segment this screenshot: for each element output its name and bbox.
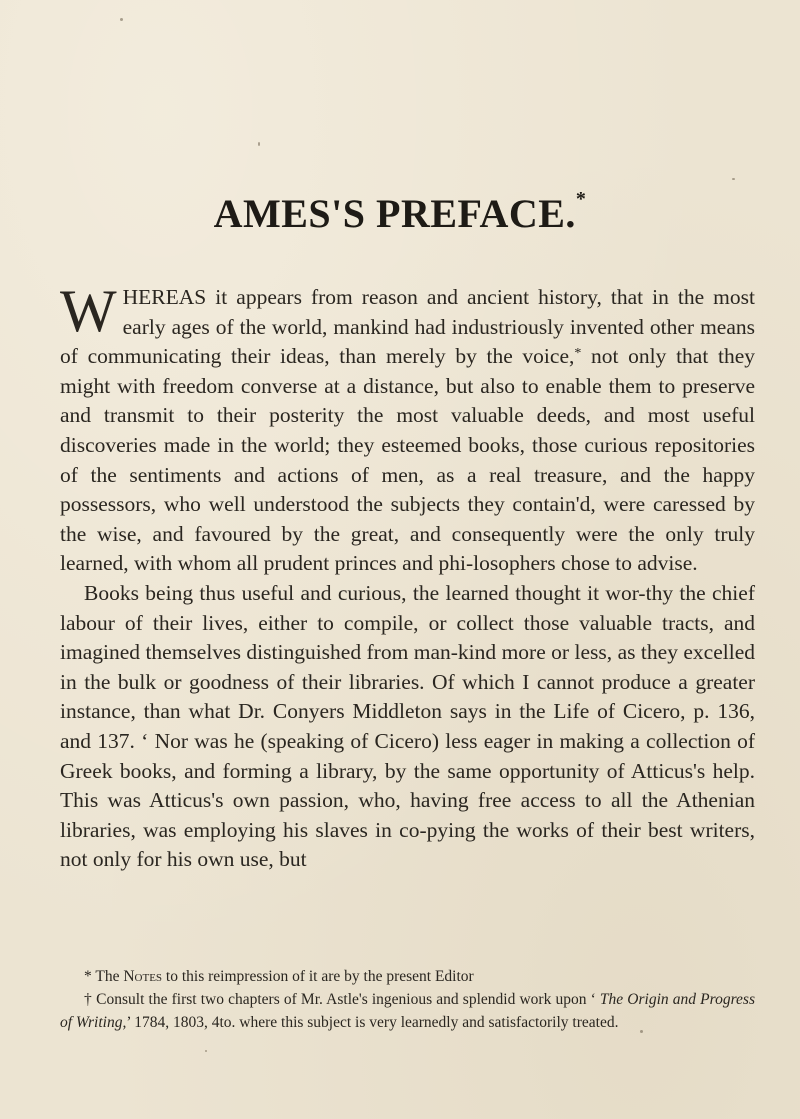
paper-speck — [120, 18, 123, 21]
paper-speck — [732, 178, 735, 180]
paragraph-1 — [60, 278, 756, 579]
footnote-reference: * — [574, 346, 582, 362]
footnotes — [60, 965, 755, 1034]
paper-speck — [258, 142, 260, 146]
footnote-1 — [60, 965, 755, 988]
footnote-2-text-a: Consult the first two chapters of Mr. Astle's ingenious and splendid work upon ‘ — [92, 991, 596, 1008]
paragraph-1-text-a: it appears from reason and ancient history, that in the most early ages of the world, mankind had industriously invented other means of communicating their ideas, than merely by the voice, — [60, 285, 755, 369]
footnote-1-mark: * — [84, 968, 92, 985]
drop-cap: W — [60, 278, 117, 344]
paper-speck — [205, 1050, 207, 1052]
footnote-1-caps: Notes — [123, 968, 163, 985]
page-title — [0, 190, 800, 237]
footnote-2-text-b: ’ 1784, 1803, 4to. where this subject is very learnedly and satisfactorily treated. — [126, 1014, 619, 1031]
paragraph-1-text-b: not only that they might with freedom converse at a distance, but also to enable them to preserve and transmit to their posterity the most valuable deeds, and most useful discoveries made in the world; they esteemed books, those curious repositories of the sentiments and actions of men, as a real treasure, and the happy possessors, who well understood the subjects they contain'd, were caressed by the wise, and favoured by the great, and consequently were the only truly learned, with whom all prudent princes and phi-losophers chose to advise. — [60, 344, 756, 576]
footnote-2-mark: † — [84, 991, 93, 1008]
footnote-1-text-a: The — [95, 968, 124, 985]
opening-word: HEREAS — [122, 285, 207, 309]
paragraph-2: Books being thus useful and curious, the learned thought it wor-thy the chief labour of their lives, either to compile, or collect those valuable tracts, and imagined themselves distinguished from man-kind more or less, as they excelled in the bulk or goodness of their libraries. Of which I cannot produce a greater instance, than what Dr. Conyers Middleton says in the Life of Cicero, p. 136, and 137. ‘ Nor was he (speaking of Cicero) less eager in making a collection of Greek books, and forming a library, by the same opportunity of Atticus's help. This was Atticus's own passion, who, having free access to all the Athenian libraries, was employing his slaves in co-pying the works of their best writers, not only for his own use, but — [60, 580, 755, 872]
body-text — [60, 278, 756, 875]
title-footnote-mark: * — [575, 188, 587, 210]
footnote-2-book-title: The Origin and Progress of Writing, — [60, 991, 755, 1031]
page-title-text: AMES'S PREFACE. — [213, 191, 576, 236]
footnote-2 — [60, 988, 755, 1034]
footnote-1-text-b: to this reimpression of it are by the present Editor — [162, 968, 474, 985]
